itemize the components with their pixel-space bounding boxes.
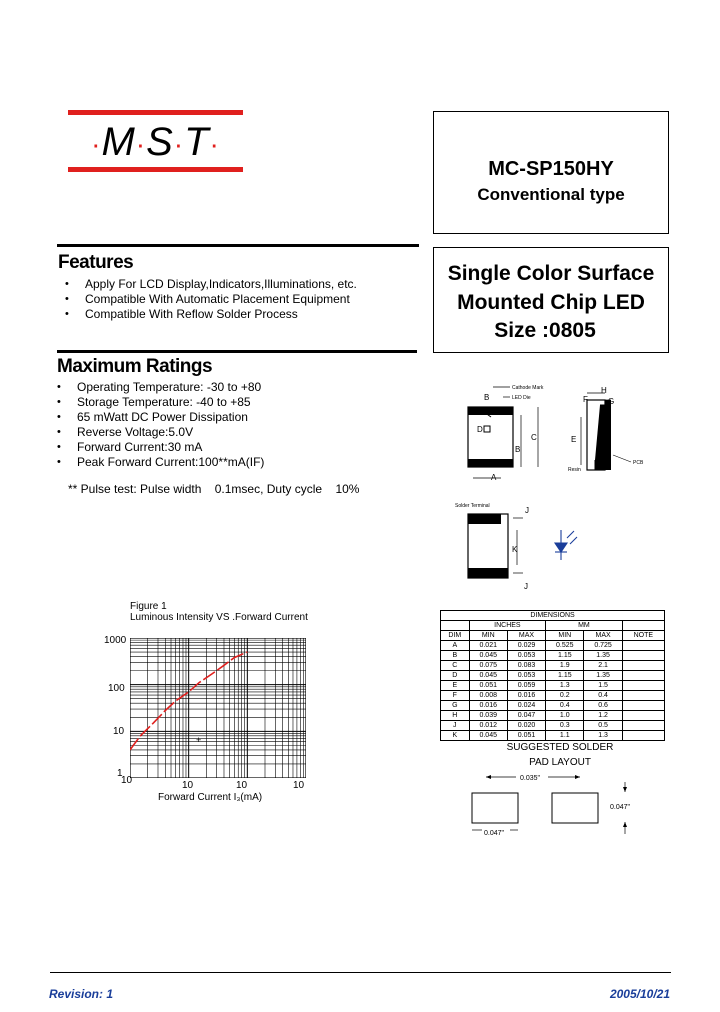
dimensions-body: [441, 641, 665, 741]
table-row: D 0.045 0.053 1.15 1.35: [441, 671, 665, 681]
led-die-shape: [484, 426, 490, 432]
label-dim-b-top: B: [484, 393, 490, 402]
ratings-heading: Maximum Ratings: [57, 356, 213, 377]
top-terminal: [468, 407, 513, 415]
pulse-note: ** Pulse test: Pulse width 0.1msec, Duty cycle 10%: [68, 482, 360, 496]
package-drawing: [455, 380, 655, 595]
desc-line-2: Mounted Chip LED: [457, 291, 645, 314]
list-item: • Compatible With Reflow Solder Process: [57, 307, 357, 322]
table-row: INCHES MM: [441, 621, 665, 631]
table-row: F 0.008 0.016 0.2 0.4: [441, 691, 665, 701]
figure-title: Luminous Intensity VS .Forward Current: [130, 612, 308, 623]
table-row: C 0.075 0.083 1.9 2.1: [441, 661, 665, 671]
list-item: • 65 mWatt DC Power Dissipation: [49, 410, 264, 425]
label-dim-d: D: [477, 425, 483, 434]
date-label: 2005/10/21: [609, 987, 670, 1001]
y-tick-1: 1: [117, 768, 123, 779]
solder-pad-drawing: [470, 772, 640, 852]
table-title: DIMENSIONS: [441, 611, 665, 621]
label-dim-j-bottom: J: [524, 582, 528, 591]
table-row: A 0.021 0.029 0.525 0.725: [441, 641, 665, 651]
label-dim-h: H: [601, 386, 607, 395]
table-row: J 0.012 0.020 0.3 0.5: [441, 721, 665, 731]
revision-label: Revision: 1: [49, 987, 114, 1001]
list-item: • Storage Temperature: -40 to +85: [49, 395, 264, 410]
label-dim-j-top: J: [525, 506, 529, 515]
desc-line-3: Size :0805: [494, 319, 596, 342]
label-cathode-mark: Cathode Mark: [512, 385, 544, 391]
x-tick-10a: 10: [121, 775, 133, 786]
dim-spacing-label: 0.035": [520, 775, 541, 782]
table-row: E 0.051 0.059 1.3 1.5: [441, 681, 665, 691]
pcb-shape: [605, 400, 611, 470]
table-row: G 0.016 0.024 0.4 0.6: [441, 701, 665, 711]
desc-line-1: Single Color Surface: [447, 262, 655, 285]
features-heading: Features: [58, 252, 134, 273]
led-body-top: [468, 407, 513, 467]
chart-marker: +: [196, 735, 202, 745]
label-led-die: LED Die: [512, 395, 531, 401]
label-dim-f: F: [583, 395, 588, 404]
table-row: K 0.045 0.051 1.1 1.3: [441, 731, 665, 741]
ratings-list: [49, 380, 264, 470]
features-list: [57, 277, 357, 322]
x-tick-10b: 10: [182, 780, 194, 791]
label-solder-terminal: Solder Terminal: [455, 503, 490, 509]
logo-bottom-bar: [68, 167, 243, 172]
led-symbol-icon: [555, 530, 577, 560]
solder-title-1: SUGGESTED SOLDER: [506, 742, 614, 753]
description-box: [433, 247, 669, 353]
part-number: MC-SP150HY: [488, 158, 614, 180]
label-dim-g: G: [608, 397, 615, 406]
label-resin: Resin: [568, 467, 581, 473]
label-dim-e: E: [571, 435, 577, 444]
list-item: • Compatible With Automatic Placement Equipment: [57, 292, 357, 307]
table-row: [441, 611, 665, 621]
footer-rule: [50, 972, 671, 973]
label-dim-a: A: [491, 473, 497, 482]
solder-pad-right: [552, 793, 598, 823]
bottom-view-terminal-bottom: [468, 568, 508, 578]
solder-title-2: PAD LAYOUT: [529, 757, 591, 768]
dim-height-label: 0.047": [610, 804, 631, 811]
figure-caption: Figure 1: [130, 601, 167, 612]
title-box: [433, 111, 669, 234]
dim-width-label: 0.047": [484, 830, 505, 837]
bottom-terminal: [468, 459, 513, 467]
label-dim-b: B: [515, 445, 521, 454]
list-item: • Forward Current:30 mA: [49, 440, 264, 455]
y-tick-10: 10: [113, 726, 125, 737]
table-row: B 0.045 0.053 1.15 1.35: [441, 651, 665, 661]
y-tick-100: 100: [108, 683, 125, 694]
luminous-intensity-chart: [130, 638, 306, 778]
logo-top-bar: [68, 110, 243, 115]
list-item: • Operating Temperature: -30 to +80: [49, 380, 264, 395]
x-tick-10c: 10: [236, 780, 248, 791]
dimensions-table: [440, 610, 665, 741]
chart-frame: [130, 638, 306, 778]
y-tick-1000: 1000: [104, 635, 127, 646]
list-item: • Apply For LCD Display,Indicators,Illuminations, etc.: [57, 277, 357, 292]
list-item: • Reverse Voltage:5.0V: [49, 425, 264, 440]
label-dim-k: K: [512, 545, 518, 554]
figure-xlabel: Forward Current I₃(mA): [158, 792, 263, 803]
label-dim-c: C: [531, 433, 537, 442]
solder-pad-left: [472, 793, 518, 823]
list-item: • Peak Forward Current:100**mA(IF): [49, 455, 264, 470]
x-tick-10d: 10: [293, 780, 305, 791]
table-row: H 0.039 0.047 1.0 1.2: [441, 711, 665, 721]
features-rule: [57, 244, 419, 247]
bottom-view-terminal-top: [468, 514, 501, 524]
logo-text: ·M·S·T·: [91, 120, 220, 164]
ratings-rule: [57, 350, 417, 353]
part-type: Conventional type: [477, 185, 625, 204]
side-terminal: [595, 405, 605, 470]
chart-grid: [130, 638, 306, 778]
table-header-row: DIM MIN MAX MIN MAX NOTE: [441, 631, 665, 641]
label-pcb: PCB: [633, 460, 644, 466]
